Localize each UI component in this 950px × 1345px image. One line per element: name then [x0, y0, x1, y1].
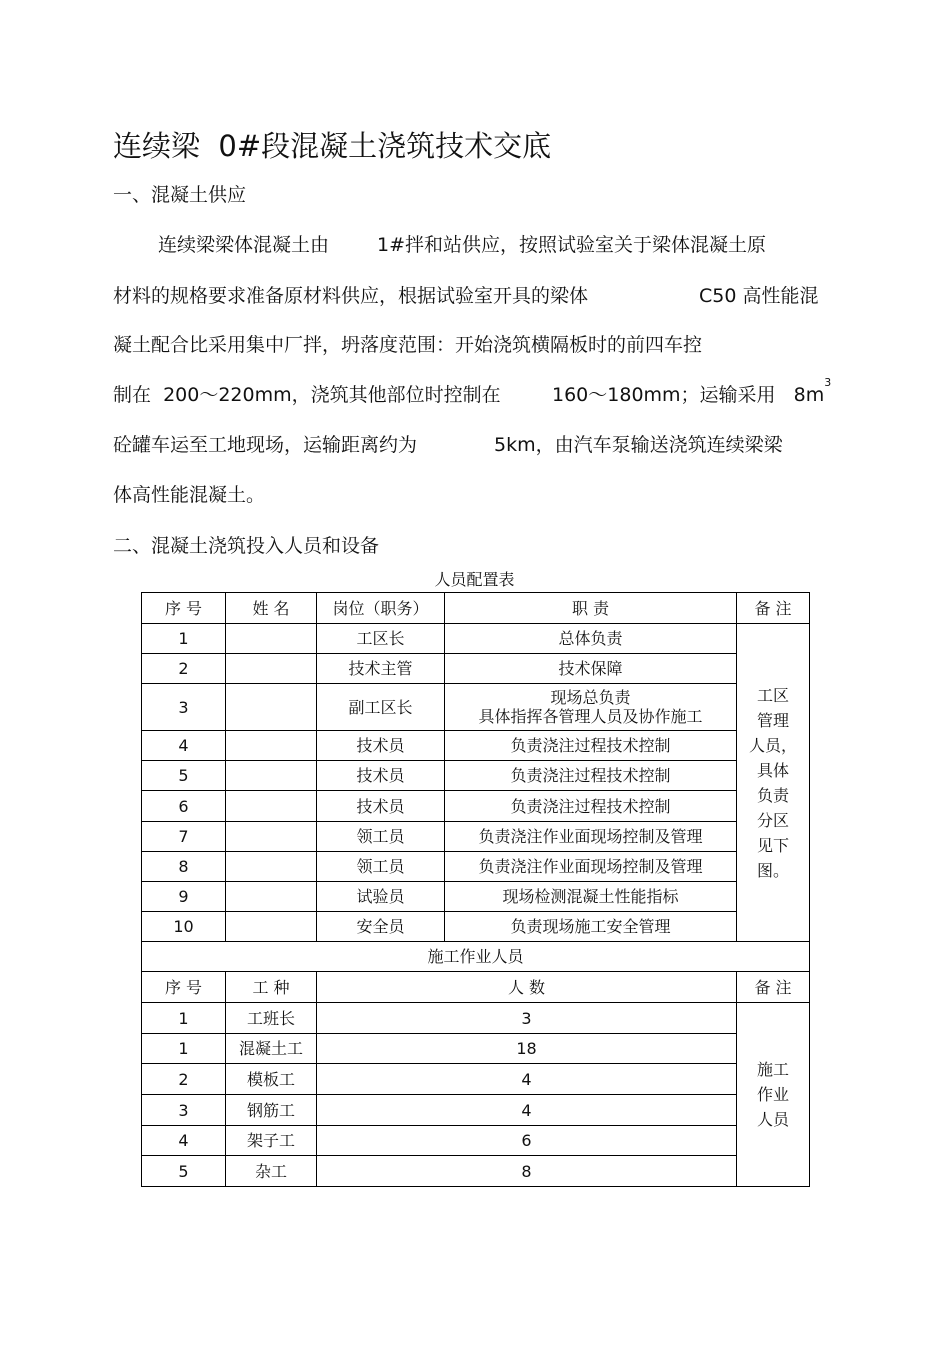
cell-post: 试验员: [317, 882, 445, 912]
worker-row: [142, 1156, 810, 1187]
table-row: [142, 852, 810, 882]
cell-duty: 负责浇注作业面现场控制及管理: [445, 852, 737, 882]
paragraph-line: 5km，由汽车泵输送浇筑连续梁梁: [494, 434, 783, 456]
cell-count: 6: [317, 1126, 737, 1156]
cell-name: [226, 731, 317, 761]
table-header-row: [142, 593, 810, 624]
table-caption: 人员配置表: [434, 570, 515, 589]
cell-name: [226, 882, 317, 912]
note-line: 负责: [756, 785, 789, 805]
cell-name: [226, 624, 317, 654]
cell-count: 18: [317, 1034, 737, 1064]
paragraph-line-text: 160～180mm；运输采用 8m: [552, 384, 825, 406]
note-line: 作业: [756, 1085, 789, 1104]
cell-no: 5: [142, 1156, 226, 1187]
note-line: 人员: [756, 1110, 789, 1129]
cell-no: 4: [142, 1126, 226, 1156]
worker-row: [142, 1095, 810, 1126]
header-duty: 职 责: [445, 593, 737, 624]
cell-no: 2: [142, 654, 226, 684]
cell-duty: 负责现场施工安全管理: [445, 912, 737, 942]
cell-duty: 技术保障: [445, 654, 737, 684]
paragraph-line: 凝土配合比采用集中厂拌，坍落度范围：开始浇筑横隔板时的前四车控: [113, 334, 703, 356]
note-line: 图。: [756, 860, 789, 880]
cell-name: [226, 822, 317, 852]
note-line: 施工: [756, 1060, 789, 1079]
cell-name: [226, 912, 317, 942]
workers-title-row: [142, 942, 810, 972]
table-row: [142, 684, 810, 731]
note-line: 人员，: [748, 735, 797, 755]
cell-duty: 负责浇注作业面现场控制及管理: [445, 822, 737, 852]
cell-name: [226, 791, 317, 822]
cell-no: 1: [142, 624, 226, 654]
cell-mgmt-note: [737, 624, 810, 942]
paragraph-line: 制在 200～220mm，浇筑其他部位时控制在: [113, 384, 501, 406]
cell-duty: 负责浇注过程技术控制: [445, 761, 737, 791]
paragraph-line: 连续梁梁体混凝土由: [158, 234, 330, 256]
table-row: [142, 791, 810, 822]
duty-line: 现场总负责: [550, 688, 631, 707]
section-heading-personnel: 二、混凝土浇筑投入人员和设备: [113, 535, 380, 557]
section-heading-concrete-supply: 一、混凝土供应: [113, 184, 247, 206]
cell-count: 8: [317, 1156, 737, 1187]
cell-trade: 工班长: [226, 1003, 317, 1034]
duty-line: 具体指挥各管理人员及协作施工: [478, 707, 703, 726]
cell-name: [226, 684, 317, 731]
worker-row: [142, 1126, 810, 1156]
table-row: [142, 882, 810, 912]
cell-no: 4: [142, 731, 226, 761]
cell-post: 技术员: [317, 761, 445, 791]
cell-trade: 混凝土工: [226, 1034, 317, 1064]
cell-post: 技术员: [317, 731, 445, 761]
cell-trade: 架子工: [226, 1126, 317, 1156]
cell-duty: 负责浇注过程技术控制: [445, 731, 737, 761]
cell-name: [226, 654, 317, 684]
table-row: [142, 912, 810, 942]
paragraph-line: 1#拌和站供应，按照试验室关于梁体混凝土原: [377, 234, 767, 256]
header-name: 姓 名: [226, 593, 317, 624]
cell-trade: 杂工: [226, 1156, 317, 1187]
workers-section-title: 施工作业人员: [142, 942, 810, 972]
cell-no: 9: [142, 882, 226, 912]
table-row: [142, 822, 810, 852]
cell-no: 6: [142, 791, 226, 822]
table-row: [142, 624, 810, 654]
paragraph-line: 材料的规格要求准备原材料供应，根据试验室开具的梁体: [113, 285, 589, 307]
cell-post: 技术员: [317, 791, 445, 822]
paragraph-line: 体高性能混凝土。: [113, 484, 266, 506]
cell-name: [226, 852, 317, 882]
note-line: 管理: [756, 710, 789, 730]
header-note: 备 注: [737, 972, 810, 1003]
cell-no: 7: [142, 822, 226, 852]
paragraph-line: 砼罐车运至工地现场，运输距离约为: [113, 434, 418, 456]
cell-no: 1: [142, 1003, 226, 1034]
table-row: [142, 654, 810, 684]
cell-post: 领工员: [317, 852, 445, 882]
cell-duty: 负责浇注过程技术控制: [445, 791, 737, 822]
paragraph-line: C50 高性能混: [699, 285, 819, 307]
cell-workers-note: [737, 1003, 810, 1187]
workers-header-row: [142, 972, 810, 1003]
table-row: [142, 731, 810, 761]
cell-post: 技术主管: [317, 654, 445, 684]
cell-no: 2: [142, 1064, 226, 1095]
note-line: 见下: [756, 835, 789, 855]
header-count: 人 数: [317, 972, 737, 1003]
cell-no: 3: [142, 684, 226, 731]
document-title: 连续梁 0#段混凝土浇筑技术交底: [113, 129, 552, 163]
paragraph-line: [552, 376, 832, 407]
cell-no: 5: [142, 761, 226, 791]
cell-no: 1: [142, 1034, 226, 1064]
cell-no: 3: [142, 1095, 226, 1126]
header-post: 岗位（职务）: [317, 593, 445, 624]
cell-count: 3: [317, 1003, 737, 1034]
header-no: 序 号: [142, 593, 226, 624]
cell-count: 4: [317, 1064, 737, 1095]
header-trade: 工 种: [226, 972, 317, 1003]
worker-row: [142, 1064, 810, 1095]
cell-post: 安全员: [317, 912, 445, 942]
cell-post: 工区长: [317, 624, 445, 654]
superscript: 3: [824, 376, 832, 389]
table-row: [142, 761, 810, 791]
cell-trade: 模板工: [226, 1064, 317, 1095]
header-no: 序 号: [142, 972, 226, 1003]
worker-row: [142, 1034, 810, 1064]
cell-duty: [445, 684, 737, 731]
cell-name: [226, 761, 317, 791]
cell-post: 副工区长: [317, 684, 445, 731]
header-note: 备 注: [737, 593, 810, 624]
cell-duty: 总体负责: [445, 624, 737, 654]
cell-no: 8: [142, 852, 226, 882]
cell-count: 4: [317, 1095, 737, 1126]
cell-trade: 钢筋工: [226, 1095, 317, 1126]
note-line: 分区: [756, 810, 789, 830]
worker-row: [142, 1003, 810, 1034]
cell-no: 10: [142, 912, 226, 942]
note-line: 工区: [756, 685, 789, 705]
cell-duty: 现场检测混凝土性能指标: [445, 882, 737, 912]
note-line: 具体: [756, 760, 789, 780]
cell-post: 领工员: [317, 822, 445, 852]
personnel-table: [141, 592, 810, 1187]
